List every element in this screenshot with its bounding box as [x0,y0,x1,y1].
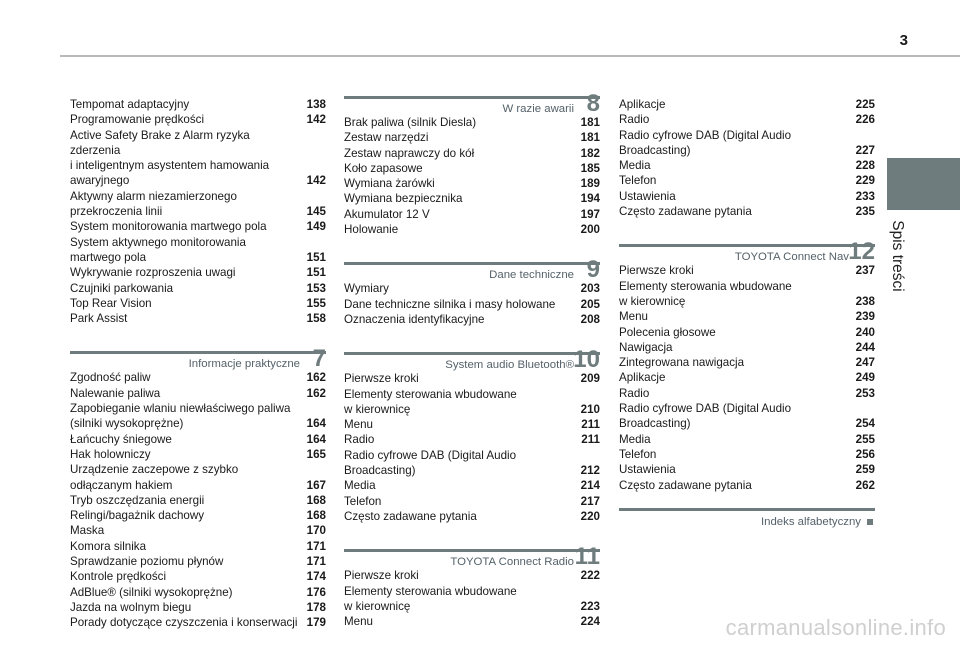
section-heading[interactable] [344,543,600,571]
toc-entry-page: 189 [580,177,600,191]
toc-entry-title: Zestaw naprawczy do kół [344,146,475,160]
toc-entry-title: Programowanie prędkości [70,113,205,127]
toc-entry-title: Hak holowniczy [70,447,151,461]
section-heading[interactable] [619,238,875,266]
toc-entry-title: Nawigacja [619,340,673,354]
section-heading[interactable] [344,346,600,374]
toc-entry-title: Porady dotyczące czyszczenia i konserwacji [70,616,298,630]
section-heading-bar [619,244,875,247]
toc-entry-page: 168 [306,493,326,507]
toc-entry-title: Urządzenie zaczepowe z szybko odłączanym hakiem [70,463,239,492]
index-link[interactable] [619,505,875,527]
toc-entry-page: 205 [580,297,600,311]
toc-entry-page: 262 [855,478,875,492]
section-chapter-number: 7 [312,345,326,373]
toc-entry-title: Park Assist [70,312,128,326]
toc-entry-page: 210 [580,402,600,416]
toc-entry-page: 208 [580,312,600,326]
toc-entry-page: 176 [306,585,326,599]
toc-entry[interactable] [619,128,875,159]
toc-entry-page: 151 [306,266,326,280]
section-heading-bar [344,549,600,552]
toc-entry[interactable] [344,207,600,222]
toc-entry-page: 256 [855,447,875,461]
toc-entry[interactable] [70,265,326,280]
toc-entry-title: Pierwsze kroki [344,372,419,386]
toc-entry-title: Telefon [344,494,382,508]
toc-entry[interactable] [619,279,875,310]
toc-section [344,256,600,327]
toc-entry-title: Elementy sterowania wbudowane w kierownicę [619,279,792,308]
toc-entry[interactable] [344,584,600,615]
toc-entry-page: 194 [580,192,600,206]
section-heading-bar [344,352,600,355]
toc-entry-title: Komora silnika [70,539,147,553]
toc-entry[interactable] [344,130,600,145]
toc-entry-title: Jazda na wolnym biegu [70,600,192,614]
toc-entry[interactable] [344,222,600,237]
toc-entry[interactable] [619,158,875,173]
toc-entry-title: Radio [344,433,375,447]
toc-entry[interactable] [70,235,326,266]
toc-entry[interactable] [70,462,326,493]
toc-section [619,97,875,219]
toc-entry-page: 200 [580,223,600,237]
toc-entry-page: 182 [580,146,600,160]
toc-entry-page: 217 [580,494,600,508]
toc-entry-title: Ustawienia [619,463,676,477]
toc-entry[interactable] [70,219,326,234]
toc-entry-page: 247 [855,356,875,370]
toc-entry-title: System monitorowania martwego pola [70,220,267,234]
toc-entry-page: 235 [855,205,875,219]
toc-entry-title: Zintegrowana nawigacja [619,356,745,370]
toc-entry-title: Media [619,432,651,446]
toc-entry[interactable] [619,309,875,324]
toc-entry-title: Akumulator 12 V [344,207,430,221]
toc-entry-page: 211 [581,433,600,447]
section-heading-label: TOYOTA Connect Nav [734,251,849,264]
toc-entry[interactable] [70,112,326,127]
toc-entry-title: Elementy sterowania wbudowane w kierownicę [344,387,517,416]
toc-entry-title: Top Rear Vision [70,296,152,310]
section-heading-bar [344,96,600,99]
toc-entry-page: 153 [306,281,326,295]
toc-entry-title: Telefon [619,447,657,461]
toc-entry[interactable] [619,112,875,127]
side-tab-label-wrap [877,216,917,296]
toc-entry[interactable] [70,386,326,401]
toc-entry[interactable] [344,432,600,447]
toc-entry[interactable] [70,296,326,311]
toc-entry-title: Tryb oszczędzania energii [70,493,205,507]
toc-entry-title: Często zadawane pytania [619,205,752,219]
section-heading-label: W razie awarii [502,103,574,115]
toc-entry-page: 229 [855,174,875,188]
toc-section [344,90,600,237]
toc-entry-title: Brak paliwa (silnik Diesla) [344,116,477,129]
toc-entry-title: Czujniki parkowania [70,281,174,295]
chapter-side-tab[interactable] [887,158,960,210]
toc-entry-page: 220 [580,509,600,523]
toc-entry-page: 225 [855,98,875,111]
toc-entry-title: Maska [70,524,105,538]
toc-entry-title: Radio cyfrowe DAB (Digital Audio Broadcasting) [619,128,792,157]
toc-entry-title: Menu [344,615,374,629]
toc-entry[interactable] [619,478,875,493]
toc-entry[interactable] [619,355,875,370]
toc-entry-page: 151 [306,250,326,264]
toc-entry-title: Wykrywanie rozproszenia uwagi [70,266,236,280]
toc-entry[interactable] [619,370,875,385]
toc-entry-title: Tempomat adaptacyjny [70,98,190,111]
toc-entry-title: Zestaw narzędzi [344,131,429,145]
page-number: 3 [899,32,908,49]
toc-entry-page: 227 [855,143,875,157]
toc-entry-page: 238 [855,294,875,308]
toc-entry-page: 174 [306,570,326,584]
toc-entry[interactable] [344,417,600,432]
toc-entry-title: Menu [344,418,374,432]
toc-entry[interactable] [344,614,600,629]
toc-section [344,543,600,629]
toc-entry[interactable] [344,448,600,479]
toc-entry-title: Aktywny alarm niezamierzonego przekroczenia linii [70,189,237,219]
toc-entry-page: 167 [306,478,326,492]
toc-entry-title: Polecenia głosowe [619,325,716,339]
toc-entry-title: Relingi/bagażnik dachowy [70,509,205,523]
toc-entry-title: Media [619,159,651,173]
toc-entry-page: 211 [581,418,600,432]
toc-entry-page: 253 [855,386,875,400]
toc-entry-page: 240 [855,325,875,339]
toc-entry[interactable] [70,97,326,112]
toc-column-3 [619,97,875,527]
toc-entry-page: 228 [855,159,875,173]
toc-entry[interactable] [619,432,875,447]
toc-section [619,238,875,492]
toc-entry-page: 165 [306,447,326,461]
toc-entry-title: Oznaczenia identyfikacyjne [344,312,485,326]
toc-entry-page: 222 [580,569,600,583]
toc-entry[interactable] [344,146,600,161]
toc-entry-title: Radio cyfrowe DAB (Digital Audio Broadcasting) [619,402,792,431]
toc-column-1 [70,97,326,631]
section-heading-label: System audio Bluetooth® [445,359,574,372]
toc-entry[interactable] [619,340,875,355]
toc-entry[interactable] [619,401,875,432]
toc-entry-title: Elementy sterowania wbudowane w kierownicę [344,584,517,613]
toc-entry[interactable] [344,509,600,524]
toc-entry-title: Łańcuchy śniegowe [70,432,172,446]
toc-entry-page: 142 [306,174,326,188]
section-heading-label: Informacje praktyczne [188,358,300,371]
toc-entry[interactable] [344,191,600,206]
toc-entry-page: 162 [306,386,326,400]
toc-entry-title: Holowanie [344,223,399,237]
toc-entry-page: 158 [306,312,326,326]
toc-entry[interactable] [619,462,875,477]
toc-entry-page: 149 [306,220,326,234]
index-link-label: Indeks alfabetyczny [760,515,861,528]
toc-entry-page: 226 [855,113,875,127]
toc-entry-page: 164 [306,432,326,446]
toc-column-2 [344,90,600,629]
toc-entry-title: Telefon [619,174,657,188]
toc-section [344,346,600,524]
toc-entry-page: 168 [306,509,326,523]
toc-entry[interactable] [70,508,326,523]
toc-entry[interactable] [344,176,600,191]
toc-entry-page: 145 [306,205,326,219]
toc-entry-title: Aplikacje [619,371,666,385]
toc-entry-page: 178 [306,600,326,614]
toc-entry[interactable] [619,189,875,204]
toc-entry-page: 212 [580,464,600,478]
toc-entry[interactable] [70,189,326,220]
toc-entry[interactable] [344,478,600,493]
toc-entry[interactable] [70,539,326,554]
section-heading[interactable] [70,345,326,373]
toc-entry-page: 164 [306,417,326,431]
toc-entry-page: 185 [580,161,600,175]
toc-section [70,345,326,630]
watermark: carmanualsonline.info [725,615,946,640]
toc-entry[interactable] [619,386,875,401]
toc-entry[interactable] [70,600,326,615]
side-tab-label: Spis treści [889,220,906,292]
toc-entry-title: Radio [619,113,650,127]
toc-entry-page: 254 [855,417,875,431]
toc-entry-page: 244 [855,340,875,354]
toc-entry[interactable] [344,161,600,176]
section-heading-label: TOYOTA Connect Radio [450,556,574,569]
toc-entry-title: Pierwsze kroki [619,264,694,278]
toc-entry-page: 237 [855,264,875,278]
toc-entry[interactable] [70,493,326,508]
toc-entry-page: 155 [306,296,326,310]
section-heading[interactable] [344,256,600,284]
toc-entry[interactable] [344,297,600,312]
toc-entry[interactable] [619,325,875,340]
toc-entry[interactable] [70,311,326,326]
toc-entry[interactable] [344,312,600,327]
toc-entry-title: Zapobieganie wlaniu niewłaściwego paliwa (silniki wysokoprężne) [70,402,291,431]
toc-entry-page: 239 [855,310,875,324]
toc-entry-title: Aplikacje [619,98,666,111]
toc-entry[interactable] [344,387,600,418]
toc-entry-title: Koło zapasowe [344,161,423,175]
toc-entry-title: Często zadawane pytania [619,478,752,492]
toc-entry[interactable] [619,447,875,462]
toc-entry-page: 171 [306,539,326,553]
toc-entry-title: Pierwsze kroki [344,569,419,583]
toc-entry-title: Zgodność paliw [70,371,151,385]
toc-entry-page: 181 [580,131,600,145]
toc-entry-page: 233 [855,189,875,203]
toc-entry[interactable] [70,585,326,600]
toc-entry-page: 171 [306,555,326,569]
toc-entry-page: 138 [306,98,326,111]
toc-entry-page: 181 [580,116,600,129]
toc-entry[interactable] [619,97,875,112]
toc-entry[interactable] [70,432,326,447]
toc-entry[interactable] [70,554,326,569]
toc-entry-title: Wymiana bezpiecznika [344,192,463,206]
toc-entry[interactable] [70,569,326,584]
toc-entry-title: Wymiary [344,282,389,296]
toc-entry-title: Dane techniczne silnika i masy holowane [344,297,556,311]
toc-entry-page: 142 [306,113,326,127]
toc-entry[interactable] [344,494,600,509]
section-heading-label: Dane techniczne [489,269,574,282]
toc-entry-title: Nalewanie paliwa [70,386,161,400]
toc-entry-title: AdBlue® (silniki wysokoprężne) [70,585,233,599]
toc-entry-page: 197 [580,207,600,221]
toc-entry-title: Radio [619,386,650,400]
toc-entry-page: 223 [580,599,600,613]
toc-entry[interactable] [70,447,326,462]
section-chapter-number: 10 [573,346,600,374]
toc-entry-title: System aktywnego monitorowania martwego pola [70,235,246,264]
toc-entry-title: Menu [619,310,649,324]
toc-entry[interactable] [619,173,875,188]
toc-entry-title: Radio cyfrowe DAB (Digital Audio Broadcasting) [344,448,517,478]
section-heading[interactable] [344,90,600,117]
toc-entry-title: Sprawdzanie poziomu płynów [70,555,224,569]
toc-entry-title: Kontrole prędkości [70,570,167,584]
section-chapter-number: 12 [848,238,875,266]
toc-entry[interactable] [70,281,326,296]
toc-entry-page: 249 [855,371,875,385]
toc-entry[interactable] [619,204,875,219]
section-chapter-number: 8 [586,90,600,117]
toc-entry-title: Często zadawane pytania [344,509,477,523]
toc-entry-page: 179 [306,616,326,630]
toc-entry-page: 170 [306,524,326,538]
toc-entry[interactable] [70,128,326,189]
section-heading-bar [70,351,326,354]
section-chapter-number: 9 [586,256,600,284]
toc-entry-title: Ustawienia [619,189,676,203]
toc-entry-page: 162 [306,371,326,385]
toc-entry-page: 203 [580,282,600,296]
toc-entry[interactable] [70,401,326,432]
top-rule [60,55,960,57]
toc-entry-title: Media [344,479,376,493]
toc-entry-page: 259 [855,463,875,477]
toc-entry-title: Active Safety Brake z Alarm ryzyka zderzenia i inteligentnym asystentem hamowania awaryjnego [70,128,270,188]
toc-entry-title: Wymiana żarówki [344,177,435,191]
end-square-icon [867,519,873,525]
toc-entry-page: 214 [580,479,600,493]
toc-entry[interactable] [70,523,326,538]
toc-entry[interactable] [70,615,326,630]
index-link-bar [619,508,875,511]
toc-entry-page: 224 [580,615,600,629]
toc-entry-page: 255 [855,432,875,446]
toc-section [70,97,326,326]
toc-entry-page: 209 [580,372,600,386]
section-chapter-number: 11 [574,543,600,571]
section-heading-bar [344,262,600,265]
